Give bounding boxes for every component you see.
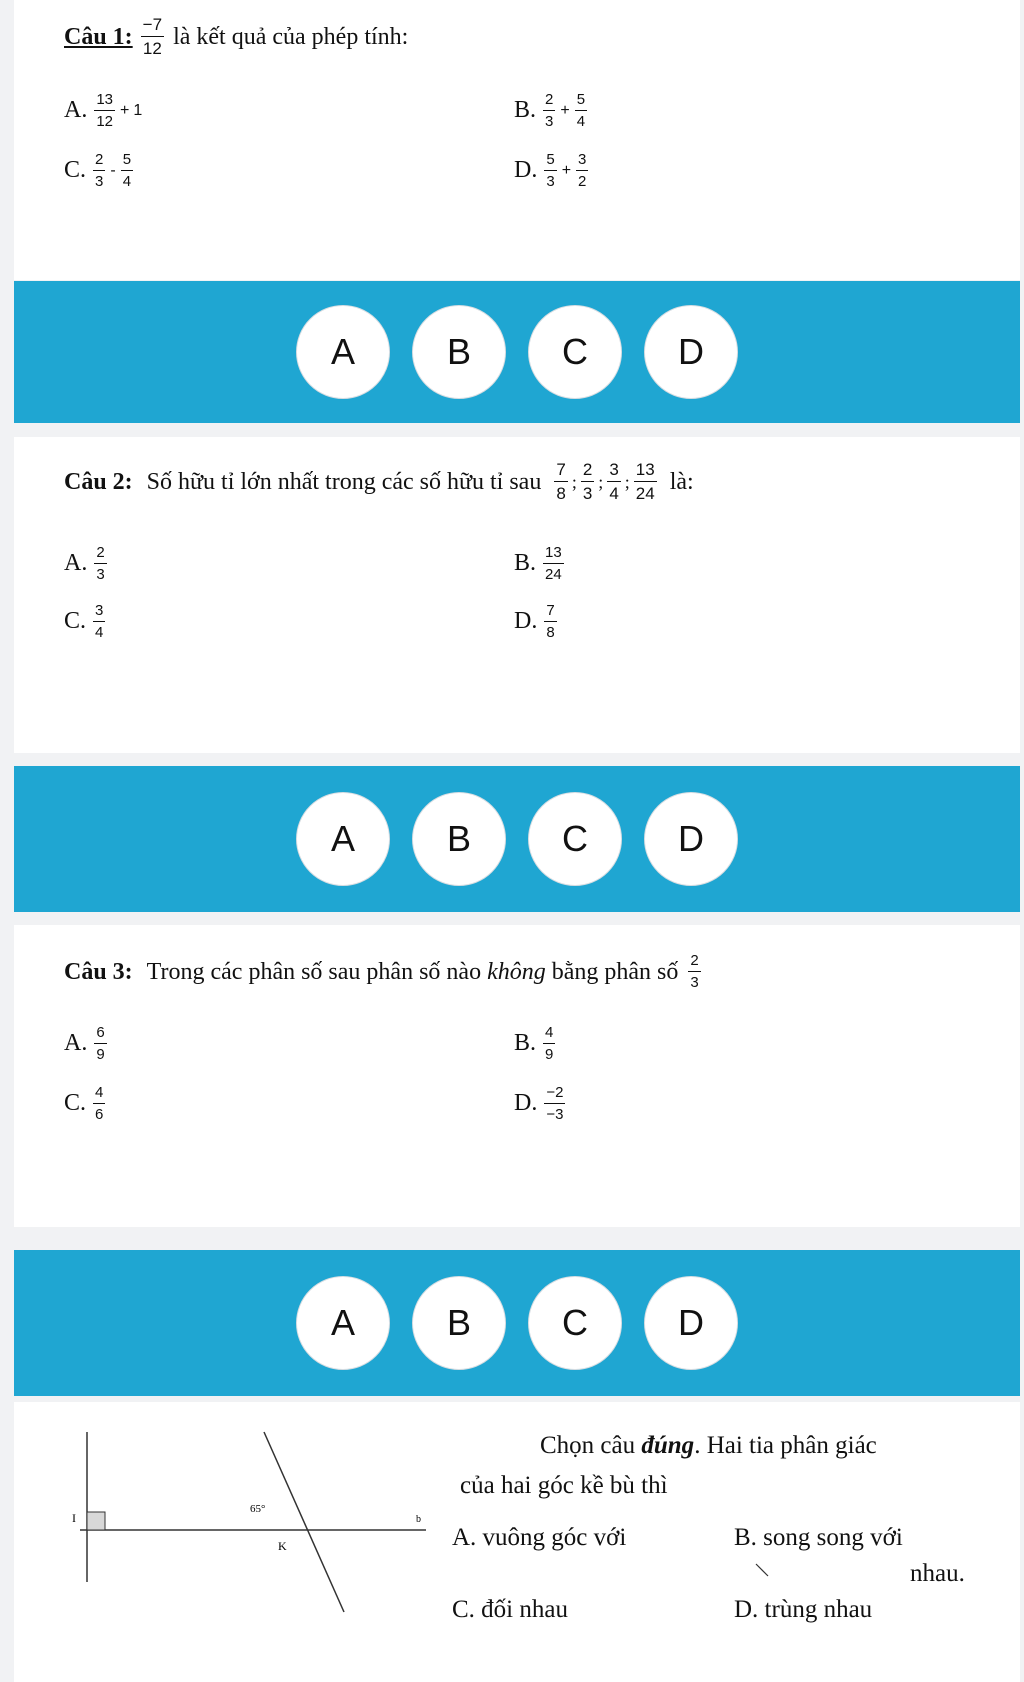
question-2-text: Số hữu tỉ lớn nhất trong các số hữu tỉ sau (146, 468, 542, 495)
question-4-emphasis: đúng (641, 1432, 695, 1459)
q2-option-b: B. $\frac{13}{24}$ (514, 544, 562, 583)
q3-answer-c-button[interactable]: C (528, 1276, 622, 1370)
q2-option-a: A. $\frac{2}{3}$ (64, 544, 105, 583)
q2-option-d: D. $\frac{7}{8}$ (514, 602, 555, 641)
question-3-card (14, 925, 1020, 1227)
label-b: b (416, 1514, 421, 1525)
question-2-label: Câu 2: (64, 468, 133, 495)
question-2-tail: là: (669, 468, 694, 495)
q3-answer-d-button[interactable]: D (644, 1276, 738, 1370)
angle-label: 65° (250, 1503, 266, 1515)
q2-answer-d-button[interactable]: D (644, 792, 738, 886)
question-3-stem: Câu 3: Trong các phân số sau phân số nào không bằng phân số $\frac{2}{3}$ (64, 952, 699, 991)
question-4-line-1: Chọn câu đúng. Hai tia phân giác (540, 1432, 877, 1459)
q4-option-d: D. trùng nhau (734, 1596, 873, 1623)
q2-answer-a-button[interactable]: A (296, 792, 390, 886)
question-2-stem (64, 461, 694, 502)
label-i: I (72, 1511, 76, 1525)
question-1-stem (64, 16, 408, 57)
q1-option-a: A. $\frac{13}{12}$ + 1 (64, 91, 143, 130)
q3-answer-a-button[interactable]: A (296, 1276, 390, 1370)
question-2-card (14, 437, 1020, 753)
answer-buttons-2 (296, 792, 738, 886)
q1-answer-c-button[interactable]: C (528, 305, 622, 399)
q3-answer-b-button[interactable]: B (412, 1276, 506, 1370)
q4-option-c: C. đối nhau (452, 1596, 568, 1623)
answer-band-1 (14, 281, 1020, 423)
q3-option-c: C. $\frac{4}{6}$ (64, 1084, 104, 1123)
q1-answer-b-button[interactable]: B (412, 305, 506, 399)
answer-band-3 (14, 1250, 1020, 1396)
q2-answer-c-button[interactable]: C (528, 792, 622, 886)
q3-option-d: D. $\frac{-2}{-3}$ (514, 1084, 564, 1123)
question-2-fraction-list: $\frac{7}{8}$ ; $\frac{2}{3}$ ; $\frac{3}{4}$ ; $\frac{13}{24}$ (556, 460, 655, 503)
label-k: K (278, 1539, 287, 1553)
question-1-text: là kết quả của phép tính: (173, 23, 409, 50)
question-3-emphasis: không (487, 958, 546, 985)
q1-answer-a-button[interactable]: A (296, 305, 390, 399)
q4-option-a: A. vuông góc với (452, 1524, 627, 1551)
transversal-line (264, 1432, 344, 1612)
right-angle-marker (87, 1512, 105, 1530)
q3-option-a: A. $\frac{6}{9}$ (64, 1024, 105, 1063)
q1-option-b: B. $\frac{2}{3}$ + $\frac{5}{4}$ (514, 91, 586, 130)
answer-buttons-3 (296, 1276, 738, 1370)
answer-band-2 (14, 766, 1020, 912)
question-4-card (14, 1402, 1020, 1682)
answer-buttons-1 (296, 305, 738, 399)
question-1-fraction: $\frac{-7}{12}$ (142, 15, 163, 58)
q1-option-d: D. $\frac{5}{3}$ + $\frac{3}{2}$ (514, 151, 587, 190)
question-1-card (14, 0, 1020, 280)
question-1-label: Câu 1: (64, 23, 133, 50)
q2-option-c: C. $\frac{3}{4}$ (64, 602, 104, 641)
q1-option-c: C. $\frac{2}{3}$ - $\frac{5}{4}$ (64, 151, 132, 190)
q4-option-b: B. song song với (734, 1524, 903, 1551)
question-3-fraction: $\frac{2}{3}$ (690, 952, 699, 991)
q1-answer-d-button[interactable]: D (644, 305, 738, 399)
question-3-label: Câu 3: (64, 958, 133, 985)
q3-option-b: B. $\frac{4}{9}$ (514, 1024, 554, 1063)
q2-answer-b-button[interactable]: B (412, 792, 506, 886)
q4-option-b-continuation: nhau. (910, 1560, 965, 1587)
question-4-line-2: của hai góc kề bù thì (460, 1472, 668, 1499)
geometry-figure (54, 1422, 474, 1622)
pen-mark (754, 1562, 774, 1580)
